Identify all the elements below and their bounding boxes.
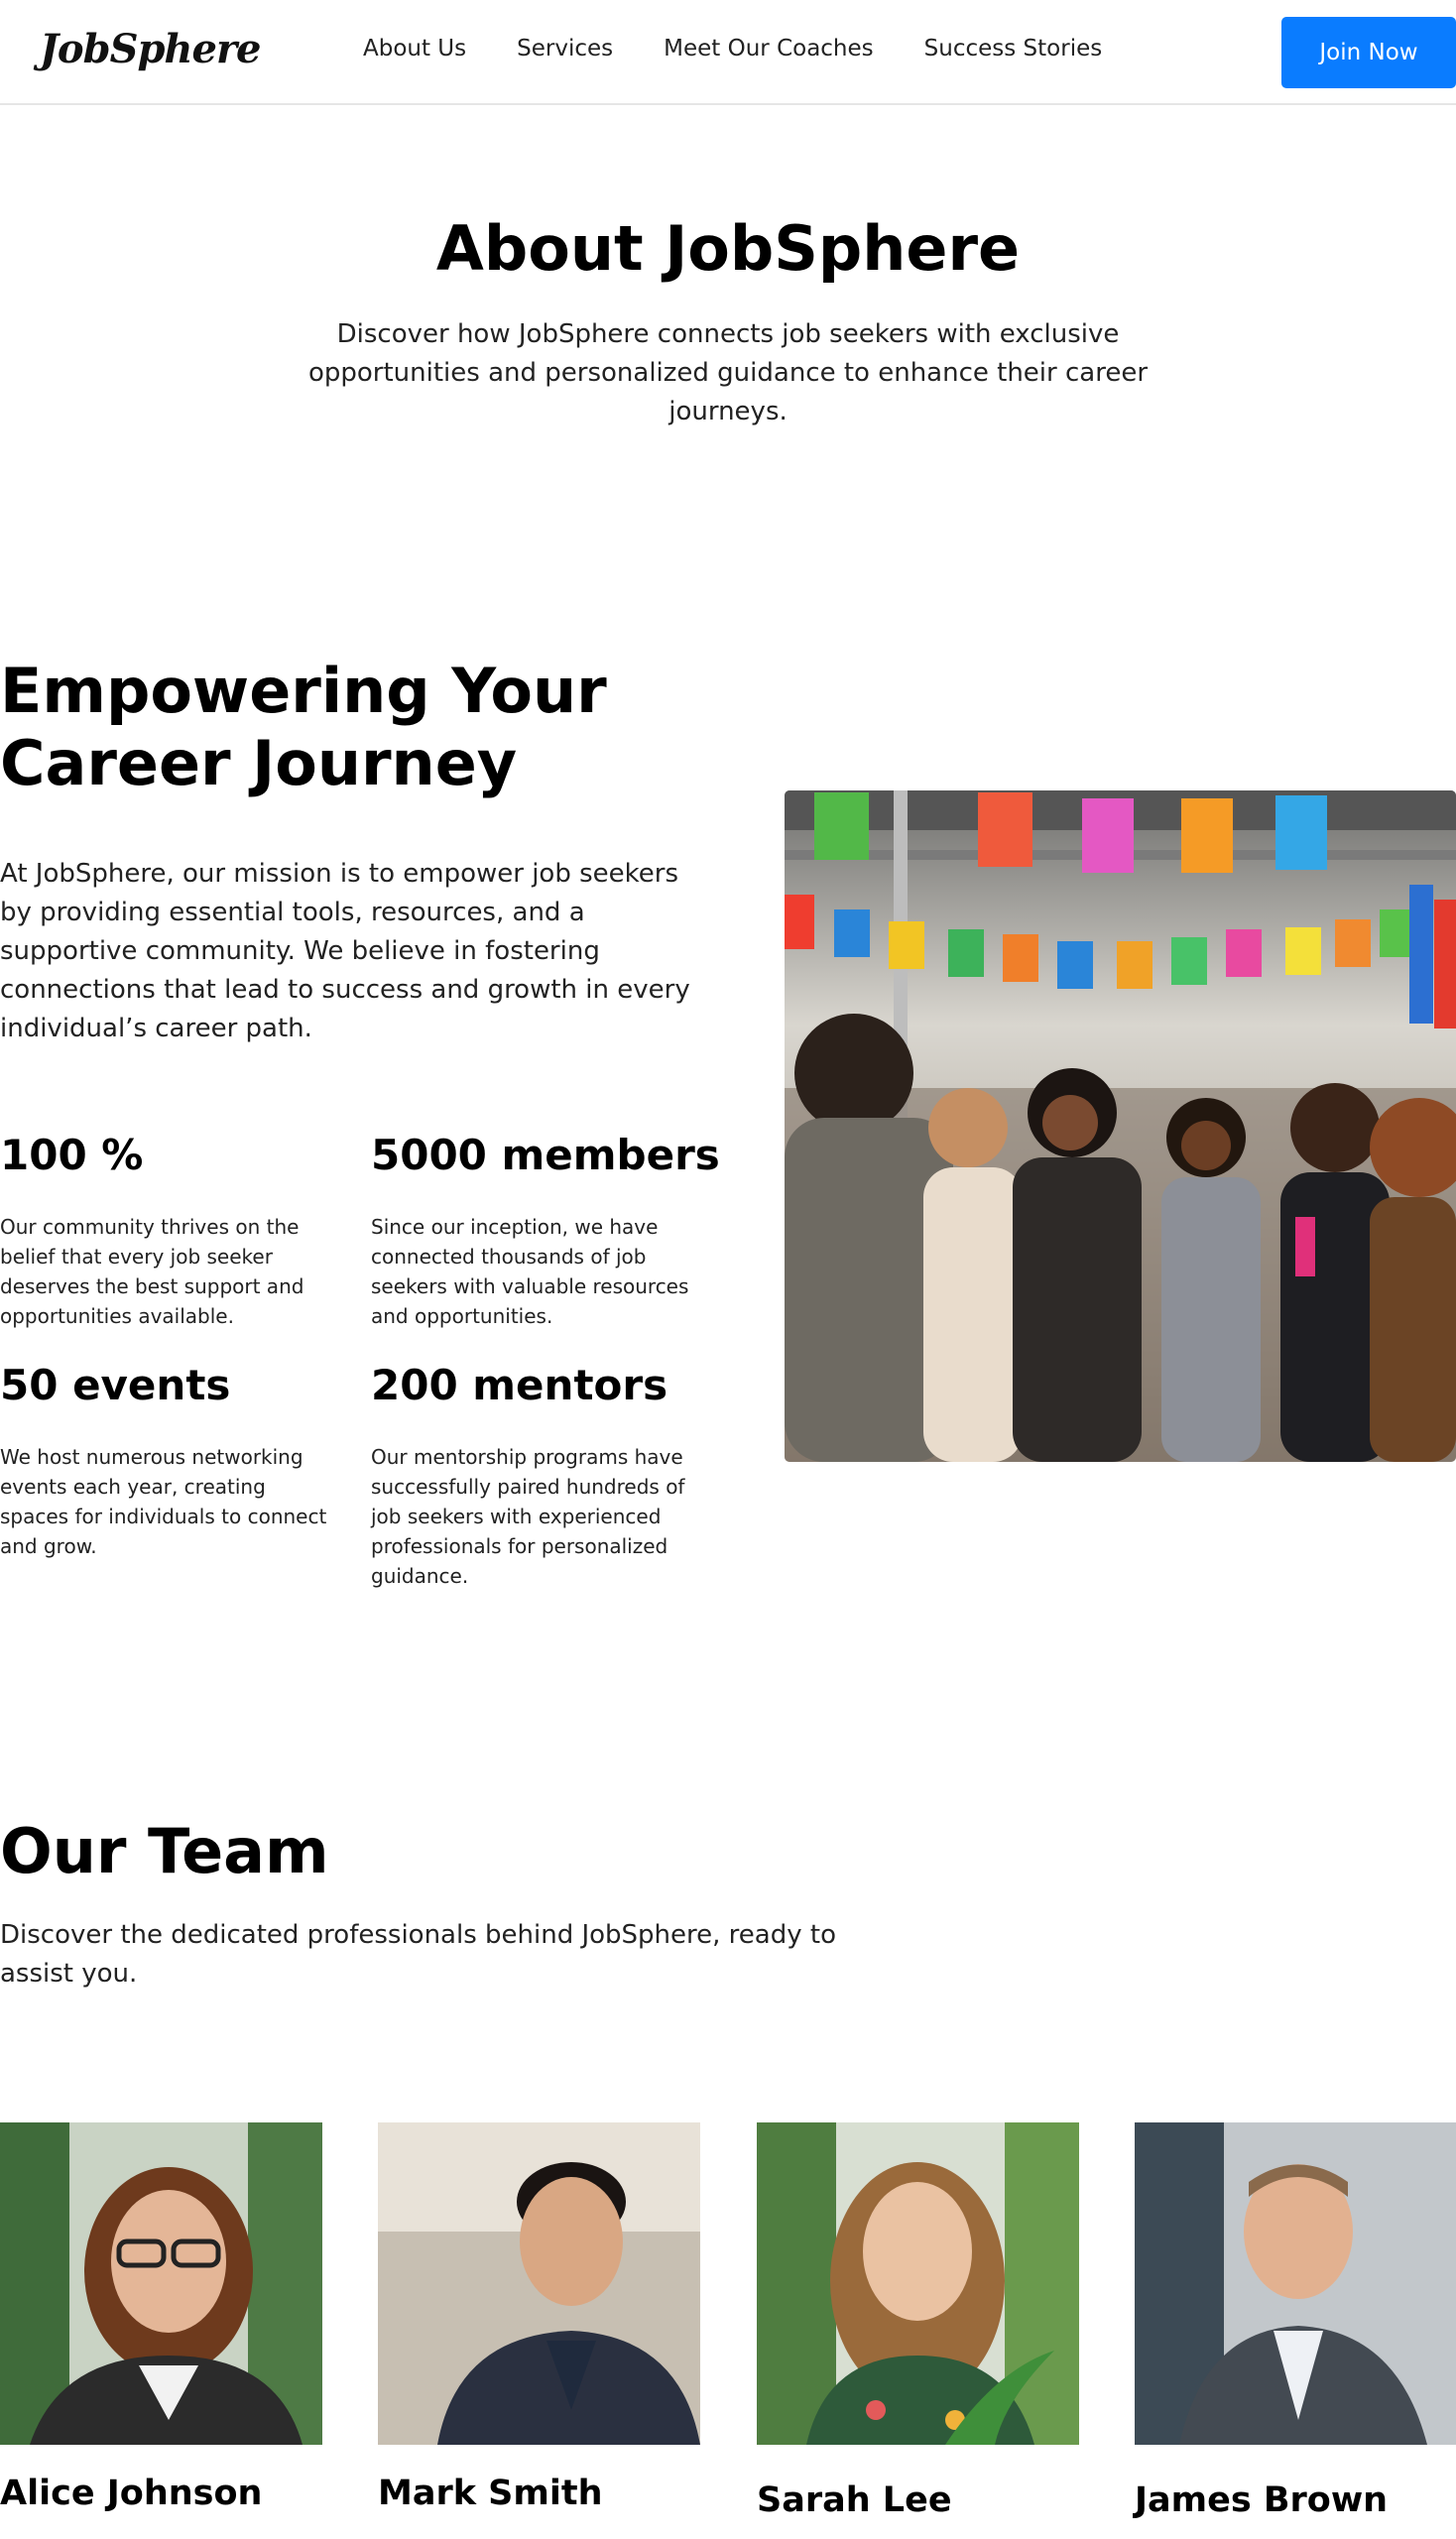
stat-value-mentors: 200 mentors xyxy=(371,1361,668,1409)
community-event-photo-icon xyxy=(785,790,1456,1462)
nav-meet-our-coaches[interactable]: Meet Our Coaches xyxy=(664,36,874,61)
mission-title: Empowering Your Career Journey xyxy=(0,655,607,799)
member-name-alice: Alice Johnson xyxy=(0,2474,263,2513)
main-nav xyxy=(363,36,1153,61)
member-name-james: James Brown xyxy=(1135,2480,1389,2520)
team-title: Our Team xyxy=(0,1815,329,1887)
page-title: About JobSphere xyxy=(435,212,1021,285)
member-photo-sarah xyxy=(757,2122,1079,2445)
avatar-icon xyxy=(0,2122,322,2445)
stat-value-satisfaction: 100 % xyxy=(0,1131,144,1179)
team-subtitle: Discover the dedicated professionals behind JobSphere, ready to assist you. xyxy=(0,1920,836,1989)
member-photo-james xyxy=(1135,2122,1456,2445)
nav-success-stories[interactable]: Success Stories xyxy=(923,36,1103,61)
stat-desc-mentors: Our mentorship programs have successfully paired hundreds of job seekers with experienced professionals for personalized guidance. xyxy=(371,1445,685,1588)
stat-value-events: 50 events xyxy=(0,1361,231,1409)
avatar-icon xyxy=(378,2122,700,2445)
member-name-mark: Mark Smith xyxy=(378,2474,603,2513)
mission-text: At JobSphere, our mission is to empower job seekers by providing essential tools, resources, and a supportive community. We believe in fostering connections that lead to success and growth in every individual’s career path. xyxy=(0,859,690,1043)
page-subtitle: Discover how JobSphere connects job seekers with exclusive opportunities and personalized guidance to enhance their career journeys. xyxy=(307,319,1149,426)
join-now-button[interactable]: Join Now xyxy=(1281,17,1456,88)
member-photo-mark xyxy=(378,2122,700,2445)
nav-about-us[interactable]: About Us xyxy=(363,36,467,61)
member-photo-alice xyxy=(0,2122,322,2445)
member-name-sarah: Sarah Lee xyxy=(757,2480,952,2520)
community-event-image xyxy=(785,790,1456,1462)
stat-desc-satisfaction: Our community thrives on the belief that every job seeker deserves the best support and opportunities available. xyxy=(0,1215,304,1328)
stat-desc-events: We host numerous networking events each year, creating spaces for individuals to connect and grow. xyxy=(0,1445,327,1558)
logo[interactable]: JobSphere xyxy=(40,26,261,72)
site-header xyxy=(0,0,1456,105)
avatar-icon xyxy=(1135,2122,1456,2445)
stat-desc-members: Since our inception, we have connected thousands of job seekers with valuable resources and opportunities. xyxy=(371,1215,689,1328)
avatar-icon xyxy=(757,2122,1079,2445)
nav-services[interactable]: Services xyxy=(517,36,614,61)
stat-value-members: 5000 members xyxy=(371,1131,720,1179)
